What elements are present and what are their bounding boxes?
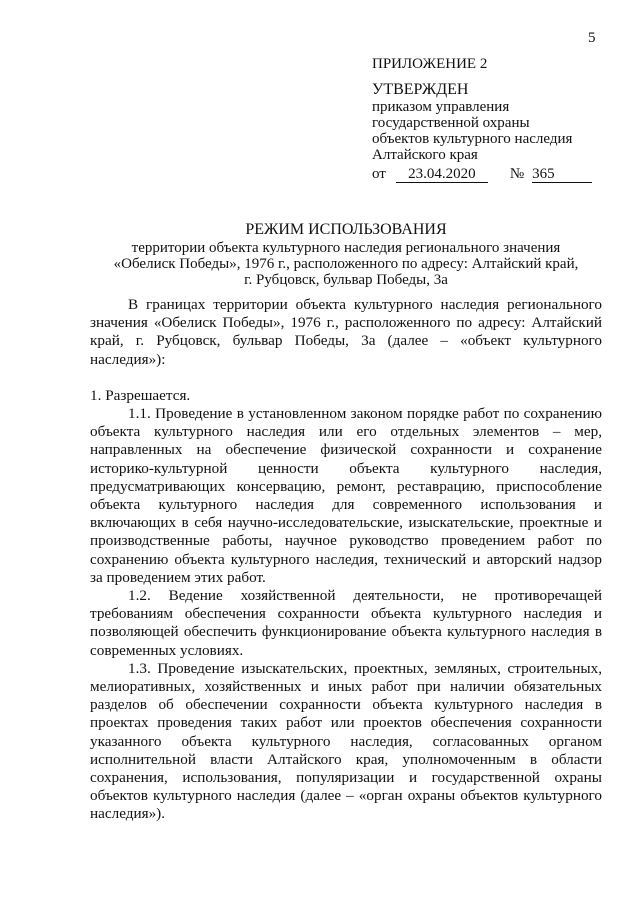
title-line: «Обелиск Победы», 1976 г., расположенного по адресу: Алтайский край, bbox=[113, 256, 579, 272]
approval-line: объектов культурного наследия bbox=[372, 131, 573, 147]
title-line: г. Рубцовск, бульвар Победы, 3а bbox=[244, 272, 448, 288]
paragraph-1-2: 1.2. Ведение хозяйственной деятельности, не противоречащей требованиям обеспечения сохранности объекта культурного наследия и позволяющей обеспечить функционирование объекта культурного наследия в современных условиях. bbox=[90, 587, 602, 659]
section-heading: 1. Разрешается. bbox=[90, 386, 191, 404]
number-label: № bbox=[509, 166, 525, 182]
from-label: от bbox=[372, 166, 386, 182]
intro-paragraph: В границах территории объекта культурного наследия регионального значения «Обелиск Победы», 1976 г., расположенного по адресу: Алтайский край, г. Рубцовск, бульвар Победы, 3а (далее – «объект культурного наследия»): bbox=[90, 296, 602, 368]
order-number: 365 bbox=[532, 166, 592, 183]
document-body bbox=[90, 296, 602, 824]
title-line: территории объекта культурного наследия регионального значения bbox=[131, 240, 561, 256]
page-number: 5 bbox=[588, 30, 596, 46]
order-date: 23.04.2020 bbox=[396, 166, 488, 183]
appendix-label: ПРИЛОЖЕНИЕ 2 bbox=[372, 56, 488, 72]
approved-label: УТВЕРЖДЕН bbox=[372, 81, 469, 98]
approval-block bbox=[372, 56, 612, 183]
approval-line: Алтайского края bbox=[372, 147, 478, 163]
order-line bbox=[372, 166, 612, 183]
title-heading: РЕЖИМ ИСПОЛЬЗОВАНИЯ bbox=[245, 221, 447, 238]
document-title bbox=[90, 222, 602, 288]
paragraph-1-1: 1.1. Проведение в установленном законом порядке работ по сохранению объекта культурного наследия или его отдельных элементов – мер, направленных на обеспечение физической сохранности и сохранение историко-культурной ценности объекта культурного наследия, предусматривающих консервацию, ремонт, реставрацию, приспособление объекта культурного наследия для современного использования и включающих в себя научно-исследовательские, изыскательские, проектные и производственные работы, научное руководство проведением работ по сохранению объекта культурного наследия, технический и авторский надзор за проведением этих работ. bbox=[90, 405, 602, 586]
approval-line: государственной охраны bbox=[372, 115, 530, 131]
approval-line: приказом управления bbox=[372, 99, 510, 115]
paragraph-1-3: 1.3. Проведение изыскательских, проектных, земляных, строительных, мелиоративных, хозяйственных и иных работ при наличии обязательных разделов об обеспечении сохранности объекта культурного наследия в проектах проведения таких работ или проектов обеспечения сохранности указанного объекта культурного наследия, согласованных органом исполнительной власти Алтайского края, уполномоченным в области сохранения, использования, популяризации и государственной охраны объектов культурного наследия (далее – «орган охраны объектов культурного наследия»). bbox=[90, 659, 602, 823]
